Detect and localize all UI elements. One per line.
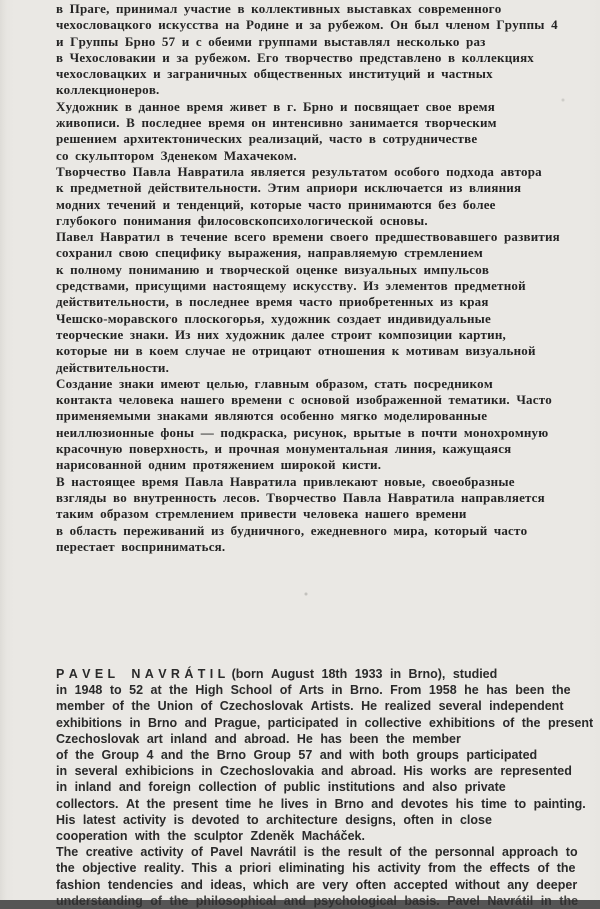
text-line: действительности, в последнее время часто приобретенных из края (56, 294, 489, 310)
english-first-line (56, 666, 582, 682)
text-line: к полному пониманию и творческой оценке визуальных импульсов (56, 261, 490, 277)
text-line: of the Group 4 and the Brno Group 57 and with both groups participated (56, 748, 538, 763)
text-line: применяемыми знаками являются особенно мягко моделированные (56, 408, 488, 424)
text-line: таким образом стремлением привести человека нашего времени (56, 506, 467, 522)
cut-off-text: understanding of the philosophical and psychological basis. Pavel Navrátil in the (56, 893, 579, 908)
text-line: in 1948 to 52 at the High School of Arts in Brno. From 1958 he has been the (56, 683, 571, 698)
english-text-lines (56, 682, 594, 893)
text-line: Павел Навратил в течение всего времени своего предшествовавшего развития (56, 229, 560, 245)
artist-name-heading: PAVEL NAVRÁTIL (56, 667, 230, 681)
text-line: В настоящее время Павла Навратила привлекают новые, своеобразные (56, 473, 515, 489)
text-line: модних течений и тенденций, которые часто принимаются без более (56, 196, 496, 212)
birth-info-text: (born August 18th 1933 in Brno), studied (231, 667, 498, 681)
text-line: которые ни в коем случае не отрицают отношения к мотивам визуальной (56, 343, 536, 359)
text-line: member of the Union of Czechoslovak Artists. He realized several independent (56, 699, 564, 714)
text-line: чехословацкого искусства на Родине и за рубежом. Он был членом Группы 4 (56, 17, 558, 33)
text-line: к предметной действительности. Этим априори исключается из влияния (56, 180, 522, 196)
english-text-section (56, 666, 594, 908)
text-line: перестает восприниматься. (56, 538, 226, 554)
russian-text-section (56, 1, 580, 555)
text-line: взгляды во внутренность лесов. Творчество Павла Навратила направляется (56, 489, 545, 505)
text-line: в область переживаний из будничного, ежедневного мира, который часто (56, 522, 528, 538)
text-line: collectors. At the present time he lives in Brno and devotes his time to painting. (56, 796, 586, 811)
text-line: Художник в данное время живет в г. Брно и посвящает свое время (56, 98, 495, 114)
text-line: нарисованной одним протяжением широкой кисти. (56, 457, 382, 473)
text-line: средствами, присущими настоящему искусству. Из элементов предметной (56, 278, 526, 294)
text-line: действительности. (56, 359, 170, 375)
text-line: Чешско-моравского плоскогорья, художник создает индивидуальные (56, 310, 491, 326)
text-line: со скульптором Зденеком Махачеком. (56, 147, 297, 163)
text-line: in inland and foreign collection of public institutions and also private (56, 780, 506, 795)
text-line: the objective reality. This a priori eliminating his activity from the effects of the (56, 861, 576, 876)
text-line: Создание знаки имеют целью, главным образом, стать посредником (56, 375, 493, 391)
text-line: fashion tendencies and ideas, which are very often accepted without any deeper (56, 877, 578, 892)
text-line: живописи. В последнее время он интенсивно занимается творческим (56, 115, 497, 131)
text-line: The creative activity of Pavel Navrátil is the result of the personnal approach to (56, 845, 578, 860)
cut-off-text-line (56, 893, 582, 908)
text-line: сохранил свою специфику выражения, направляемую стремлением (56, 245, 483, 261)
text-line: Czechoslovak art inland and abroad. He has been the member (56, 731, 461, 746)
text-line: His latest activity is devoted to architecture designs, often in close (56, 812, 492, 827)
text-line: in several exhibicions in Czechoslovakia and abroad. His works are represented (56, 764, 572, 779)
text-line: в Праге, принимал участие в коллективных выставках современного (56, 1, 502, 16)
text-line: exhibitions in Brno and Prague, participated in collective exhibitions of the present (56, 715, 594, 730)
text-line: и Группы Брно 57 и с обеими группами выставлял несколько раз (56, 33, 486, 49)
text-line: коллекционеров. (56, 82, 160, 98)
text-line: чехословацких и заграничных общественных институций и частных (56, 66, 493, 82)
text-line: неиллюзионные фоны — подкраска, рисунок, врытые в почти монохромную (56, 424, 549, 440)
text-line: теорческие знаки. Из них художник далее строит композиции картин, (56, 326, 506, 342)
text-line: решением архитектонических реализаций, часто в сотрудничестве (56, 131, 478, 147)
text-line: cooperation with the sculptor Zdeněk Macháček. (56, 829, 365, 844)
text-line: Творчество Павла Навратила является результатом особого подхода автора (56, 163, 542, 179)
text-line: глубокого понимания филосовскопсихологической основы. (56, 212, 428, 228)
text-line: контакта человека нашего времени с основой изображенной тематики. Часто (56, 392, 552, 408)
text-line: в Чехословакии и за рубежом. Его творчество представлено в коллекциях (56, 49, 534, 65)
text-line: красочную поверхность, и прочная монументальная линия, кажущаяся (56, 441, 512, 457)
